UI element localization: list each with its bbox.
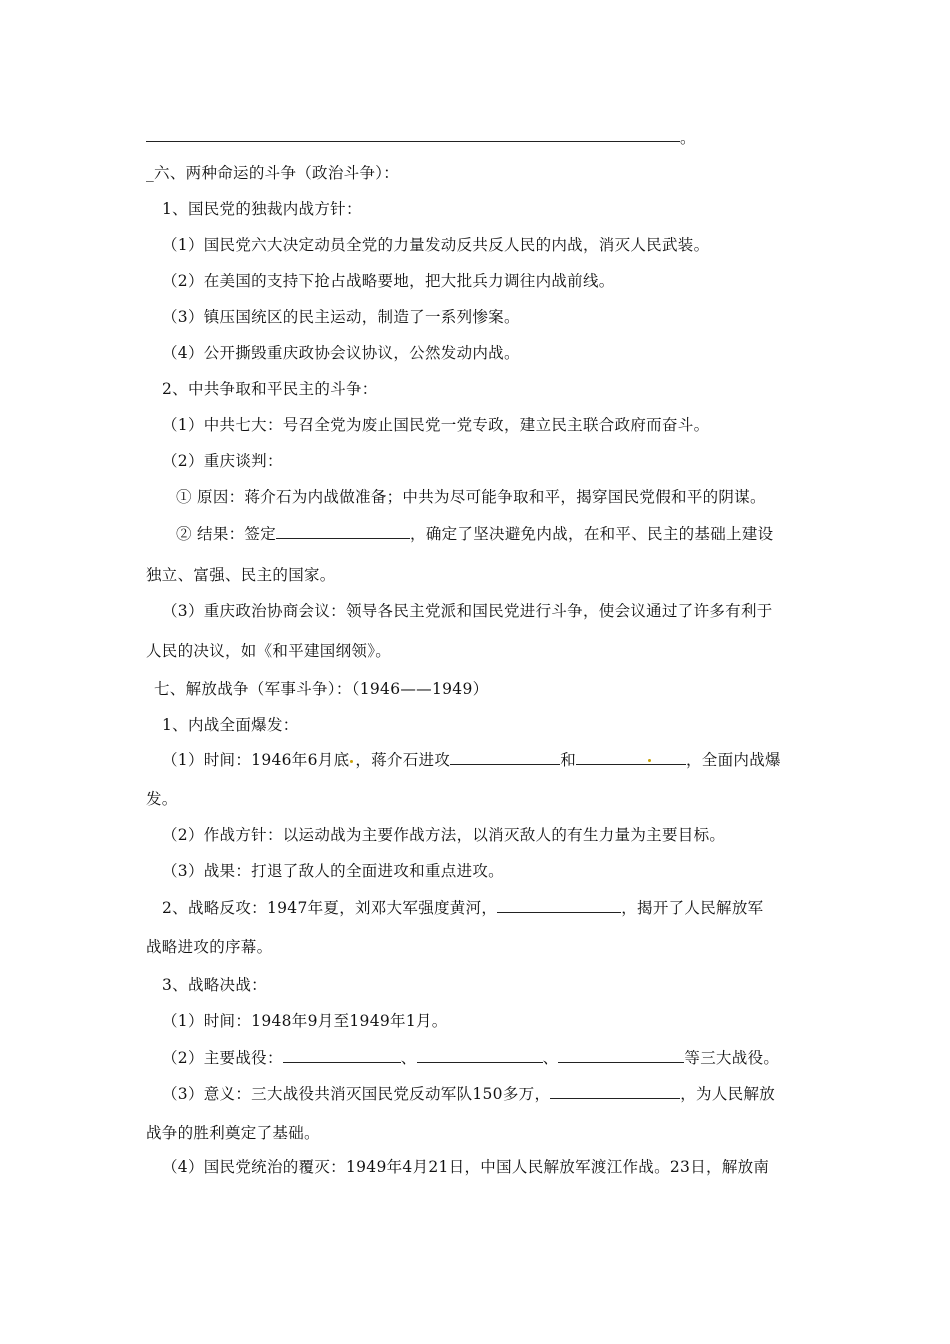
talks-result-continued: 独立、富强、民主的国家。 bbox=[146, 566, 336, 584]
attack-target-blank-1[interactable] bbox=[450, 749, 560, 765]
battle-blank-2[interactable] bbox=[417, 1047, 543, 1063]
s7-sub1-policy: （2）作战方针：以运动战为主要作战方法，以消灭敌人的有生力量为主要目标。 bbox=[162, 826, 726, 844]
s7-time-attack: ，蒋介石进攻 bbox=[355, 751, 451, 769]
top-line-end: 。 bbox=[680, 129, 696, 147]
battles-sep-2: 、 bbox=[542, 1049, 559, 1067]
talks-result-suffix: ，确定了坚决避免内战，在和平、民主的基础上建设 bbox=[410, 525, 774, 543]
s6-sub1-item-2: （2）在美国的支持下抢占战略要地，把大批兵力调往内战前线。 bbox=[162, 272, 615, 290]
talks-agreement-blank[interactable] bbox=[276, 523, 410, 539]
talks-result-line bbox=[176, 523, 950, 544]
section-7-heading-years: ：（1946——1949） bbox=[335, 680, 489, 698]
s7-sub1-time-line bbox=[162, 749, 950, 770]
s6-sub2-title: 2、中共争取和平民主的斗争： bbox=[162, 380, 378, 398]
s7-sub3-overthrow: （4）国民党统治的覆灭：1949年4月21日，中国人民解放军渡江作战。23日，解放南 bbox=[162, 1158, 770, 1176]
s6-sub2-item-3-continued: 人民的决议，如《和平建国纲领》。 bbox=[146, 642, 392, 660]
talks-reason: ① 原因：蒋介石为内战做准备；中共为尽可能争取和平，揭穿国民党假和平的阴谋。 bbox=[176, 488, 766, 506]
s7-sub3-title: 3、战略决战： bbox=[162, 976, 267, 994]
s7-sub3-battles-line bbox=[162, 1047, 950, 1068]
battles-suffix: 等三大战役。 bbox=[684, 1049, 780, 1067]
s7-time-prefix: （1）时间：1946年6月底 bbox=[162, 751, 350, 769]
s7-time-suffix: ，全面内战爆 bbox=[686, 751, 781, 769]
s7-sub2-continued: 战略进攻的序幕。 bbox=[146, 938, 273, 956]
s6-sub1-item-4: （4）公开撕毁重庆政协会议协议，公然发动内战。 bbox=[162, 344, 520, 362]
s7-sub1-result: （3）战果：打退了敌人的全面进攻和重点进攻。 bbox=[162, 862, 504, 880]
s6-sub1-item-3: （3）镇压国统区的民主运动，制造了一系列惨案。 bbox=[162, 308, 520, 326]
s7-sub3-meaning-line bbox=[162, 1083, 950, 1104]
s6-sub1-title: 1、国民党的独裁内战方针： bbox=[162, 200, 362, 218]
s6-sub2-item-1: （1）中共七大：号召全党为废止国民党一党专政，建立民主联合政府而奋斗。 bbox=[162, 416, 710, 434]
s6-sub1-item-1: （1）国民党六大决定动员全党的力量发动反共反人民的内战，消灭人民武装。 bbox=[162, 236, 710, 254]
strategic-offensive-blank[interactable] bbox=[497, 897, 621, 913]
battles-prefix: （2）主要战役： bbox=[162, 1049, 283, 1067]
talks-result-prefix: ② 结果：签定 bbox=[176, 525, 277, 543]
s7-sub1-title: 1、内战全面爆发： bbox=[162, 716, 299, 734]
meaning-suffix: ，为人民解放 bbox=[680, 1085, 776, 1103]
s7-sub1-time-continued: 发。 bbox=[146, 790, 178, 808]
s6-sub2-item-3: （3）重庆政治协商会议：领导各民主党派和国民党进行斗争，使会议通过了许多有利于 bbox=[162, 602, 773, 620]
section-7-heading-title: 七、解放战争（军事斗争） bbox=[154, 680, 336, 698]
battle-blank-3[interactable] bbox=[558, 1047, 684, 1063]
section-6-heading: _六、两种命运的斗争（政治斗争）： bbox=[146, 164, 400, 182]
top-blank-rule bbox=[146, 141, 680, 142]
s7-sub3-meaning-continued: 战争的胜利奠定了基础。 bbox=[146, 1124, 320, 1142]
battle-blank-1[interactable] bbox=[283, 1047, 401, 1063]
s6-sub2-item-2: （2）重庆谈判： bbox=[162, 452, 283, 470]
battles-sep-1: 、 bbox=[400, 1049, 417, 1067]
section-7-heading bbox=[154, 679, 950, 699]
s7-sub3-time: （1）时间：1948年9月至1949年1月。 bbox=[162, 1012, 448, 1030]
s7-sub2-line bbox=[162, 897, 950, 918]
yellow-mark bbox=[349, 750, 355, 765]
meaning-blank[interactable] bbox=[550, 1083, 680, 1099]
s7-sub2-suffix: ，揭开了人民解放军 bbox=[621, 899, 764, 917]
s7-time-and: 和 bbox=[560, 751, 576, 769]
meaning-prefix: （3）意义：三大战役共消灭国民党反动军队150多万， bbox=[162, 1085, 551, 1103]
attack-target-blank-2[interactable] bbox=[576, 749, 686, 765]
s7-sub2-prefix: 2、战略反攻：1947年夏，刘邓大军强度黄河， bbox=[162, 899, 498, 917]
